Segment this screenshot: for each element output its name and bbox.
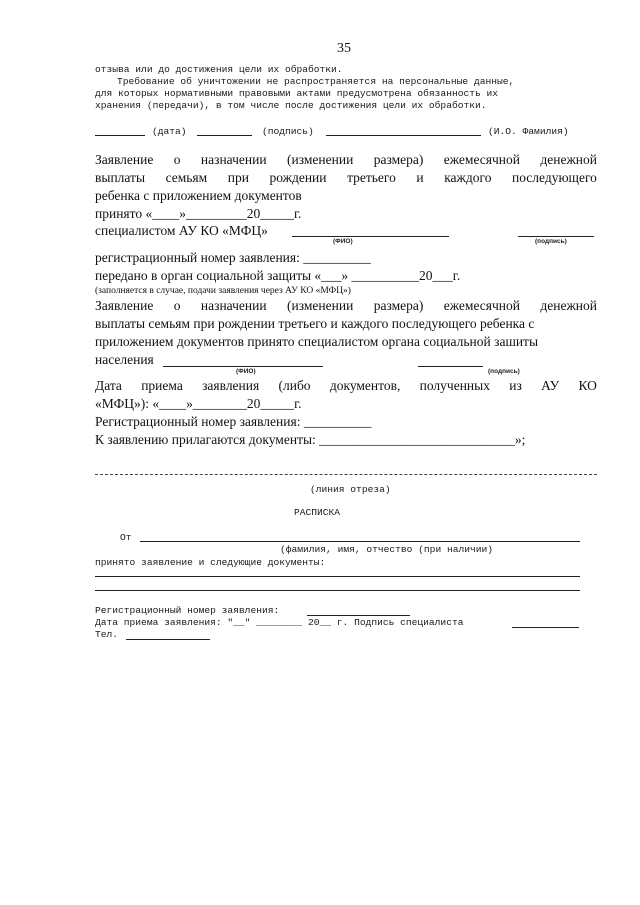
mfc-heading-line-3: ребенка с приложением документов xyxy=(95,188,302,203)
intro-line-4: хранения (передачи), в том числе после достижения цели их обработки. xyxy=(95,100,487,111)
receipt-specialist-signature-line xyxy=(512,627,579,628)
receipt-accepted-docs: принято заявление и следующие документы: xyxy=(95,557,326,568)
receipt-docs-line-2 xyxy=(95,590,580,591)
cut-line-label: (линия отреза) xyxy=(310,484,391,495)
receipt-date: Дата приема заявления: "__" ________ 20__ г. Подпись специалиста xyxy=(95,617,464,628)
mfc-heading-line-2: выплаты семьям при рождении третьего и каждого последующего xyxy=(95,170,597,185)
mfc-specialist: специалистом АУ КО «МФЦ» xyxy=(95,223,268,238)
mfc-signature-line xyxy=(518,236,594,237)
receipt-name-hint: (фамилия, имя, отчество (при наличии) xyxy=(280,544,494,555)
mfc-fio-line xyxy=(292,236,449,237)
receipt-reg-number-line xyxy=(307,615,410,616)
intro-line-3: для которых нормативными правовыми актами предусмотрена обязанность их xyxy=(95,88,499,99)
name-label: (И.О. Фамилия) xyxy=(488,126,569,137)
social-signature-line xyxy=(418,366,483,367)
social-attached-docs: К заявлению прилагаются документы: _____________________________»; xyxy=(95,432,526,447)
receipt-phone-label: Тел. xyxy=(95,629,119,640)
page-number: 35 xyxy=(337,41,351,56)
signature-label: (подпись) xyxy=(262,126,314,137)
mfc-note: (заполняется в случае, подачи заявления через АУ КО «МФЦ») xyxy=(95,286,351,296)
social-heading-line-2: выплаты семьям при рождении третьего и каждого последующего ребенка с xyxy=(95,316,535,331)
social-fio-label: (ФИО) xyxy=(236,368,256,375)
mfc-accepted-date: принято «____»_________20_____г. xyxy=(95,206,302,221)
social-heading-line-1: Заявление о назначении (изменении размера) ежемесячной денежной xyxy=(95,298,597,313)
signature-line xyxy=(197,135,252,136)
social-receipt-date-line: Дата приема заявления (либо документов, полученных из АУ КО xyxy=(95,378,597,393)
intro-line-2: Требование об уничтожении не распространяется на персональные данные, xyxy=(117,76,515,87)
mfc-heading-line-1: Заявление о назначении (изменении размера) ежемесячной денежной xyxy=(95,152,597,167)
mfc-fio-label: (ФИО) xyxy=(333,238,353,245)
date-label: (дата) xyxy=(152,126,187,137)
receipt-from-label: От xyxy=(120,532,132,543)
social-mfc-date: «МФЦ»): «____»________20_____г. xyxy=(95,396,302,411)
name-line xyxy=(326,135,481,136)
receipt-reg-number: Регистрационный номер заявления: xyxy=(95,605,280,616)
intro-line-1: отзыва или до достижения цели их обработки. xyxy=(95,64,343,75)
receipt-docs-line-1 xyxy=(95,576,580,577)
receipt-title: РАСПИСКА xyxy=(294,507,341,518)
social-population: населения xyxy=(95,352,154,367)
receipt-from-line xyxy=(140,541,580,542)
date-line xyxy=(95,135,145,136)
social-signature-label: (подпись) xyxy=(488,368,520,375)
receipt-phone-line xyxy=(126,639,210,640)
social-reg-number: Регистрационный номер заявления: __________ xyxy=(95,414,372,429)
mfc-signature-label: (подпись) xyxy=(535,238,567,245)
social-fio-line xyxy=(163,366,323,367)
cut-dashed-line xyxy=(95,474,597,475)
mfc-reg-number: регистрационный номер заявления: __________ xyxy=(95,250,371,265)
mfc-transferred: передано в орган социальной защиты «___» __________20___г. xyxy=(95,268,461,283)
social-heading-line-3: приложением документов принято специалистом органа социальной зашиты xyxy=(95,334,539,349)
